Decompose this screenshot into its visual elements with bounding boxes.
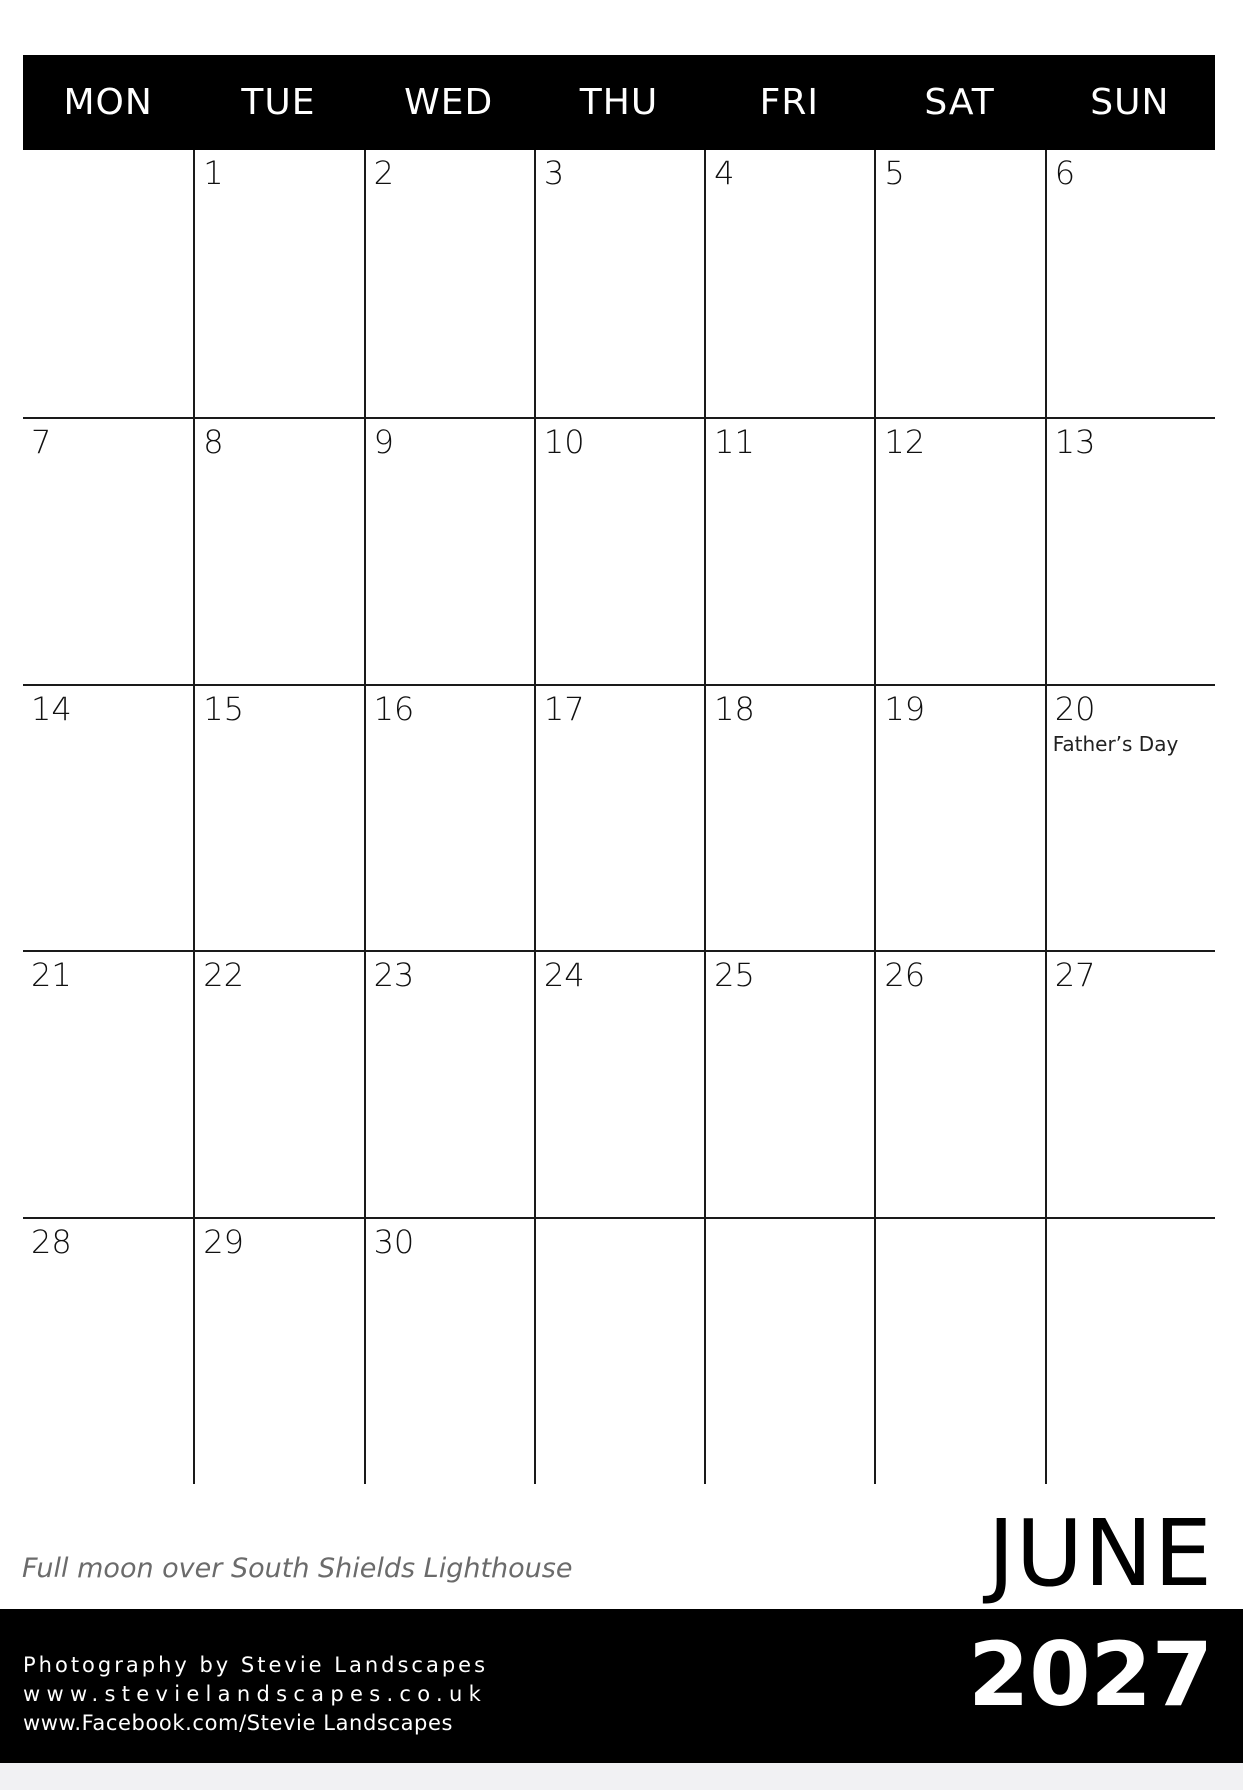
day-cell: [704, 1217, 874, 1484]
day-number: 22: [203, 956, 244, 995]
day-cell: [364, 150, 534, 417]
day-cell: [874, 150, 1044, 417]
day-number: 17: [543, 689, 585, 728]
weekday-thu: THU: [579, 82, 659, 123]
day-number: 2: [373, 154, 394, 192]
day-cell: [874, 684, 1044, 951]
footer-bar: [0, 1609, 1243, 1763]
footer-photography-credit: Photography by Stevie Landscapes: [23, 1653, 489, 1677]
day-cell: [534, 150, 704, 417]
day-number: 1: [203, 154, 224, 192]
weekday-sun: SUN: [1090, 82, 1170, 123]
day-cell: [364, 950, 534, 1217]
day-number: 6: [1054, 154, 1076, 192]
weekday-tue: TUE: [241, 82, 316, 123]
day-number: 3: [543, 154, 565, 192]
day-cell: [193, 950, 363, 1217]
day-cell: [23, 150, 193, 417]
day-cell: [1045, 950, 1215, 1217]
day-number: 10: [543, 422, 585, 461]
day-cell: [534, 1217, 704, 1484]
day-number: 7: [31, 422, 52, 461]
day-cell: [364, 417, 534, 684]
day-cell: [1045, 417, 1215, 684]
photo-caption: Full moon over South Shields Lighthouse: [22, 1553, 573, 1584]
day-cell: [874, 1217, 1044, 1484]
day-cell: [704, 150, 874, 417]
day-number: 29: [203, 1223, 244, 1262]
day-cell: [23, 1217, 193, 1484]
day-cell: [23, 684, 193, 951]
day-number: 27: [1054, 956, 1096, 995]
day-number: 16: [373, 689, 415, 728]
day-cell: [704, 684, 874, 951]
day-number: 21: [31, 956, 72, 995]
day-cell: [364, 684, 534, 951]
day-cell: [534, 950, 704, 1217]
weekday-header: [23, 55, 1215, 150]
day-cell: [23, 417, 193, 684]
day-number: 5: [884, 154, 905, 192]
weekday-mon: MON: [63, 82, 153, 123]
day-number: 13: [1054, 422, 1096, 461]
day-cell: [23, 950, 193, 1217]
day-number: 19: [884, 689, 926, 728]
day-cell: [1045, 150, 1215, 417]
day-cell: [193, 1217, 363, 1484]
day-number: 4: [714, 154, 735, 192]
weekday-fri: FRI: [759, 82, 819, 123]
weekday-wed: WED: [404, 82, 494, 123]
bottom-strip: [0, 1763, 1243, 1790]
day-cell: [1045, 684, 1215, 951]
month-title: JUNE: [987, 1500, 1213, 1607]
day-number: 15: [203, 689, 244, 728]
day-cell: [534, 684, 704, 951]
day-number: 9: [373, 422, 394, 461]
footer-credits: [23, 1651, 488, 1738]
day-cell: [874, 950, 1044, 1217]
day-cell: [1045, 1217, 1215, 1484]
day-number: 12: [884, 422, 926, 461]
day-number: 25: [714, 956, 755, 995]
day-cell: [364, 1217, 534, 1484]
day-cell: [193, 417, 363, 684]
day-number: 23: [373, 956, 415, 995]
footer-website-link[interactable]: www.stevielandscapes.co.uk: [23, 1682, 488, 1706]
day-number: 26: [884, 956, 926, 995]
day-cell: [534, 417, 704, 684]
day-number: 18: [714, 689, 755, 728]
day-event-label: Father’s Day: [1052, 731, 1179, 756]
day-cell: [193, 684, 363, 951]
year-title: 2027: [968, 1623, 1213, 1726]
day-number: 14: [31, 689, 72, 728]
day-cell: [704, 950, 874, 1217]
day-number: 20: [1054, 689, 1096, 728]
day-number: 28: [31, 1223, 72, 1262]
day-cell: [704, 417, 874, 684]
day-number: 8: [203, 422, 224, 461]
day-number: 24: [543, 956, 585, 995]
day-number: 30: [373, 1223, 415, 1262]
footer-facebook-link[interactable]: www.Facebook.com/Stevie Landscapes: [23, 1711, 454, 1735]
calendar-grid: [23, 150, 1215, 1484]
day-cell: [193, 150, 363, 417]
weekday-sat: SAT: [924, 82, 995, 123]
day-cell: [874, 417, 1044, 684]
day-number: 11: [714, 422, 755, 461]
